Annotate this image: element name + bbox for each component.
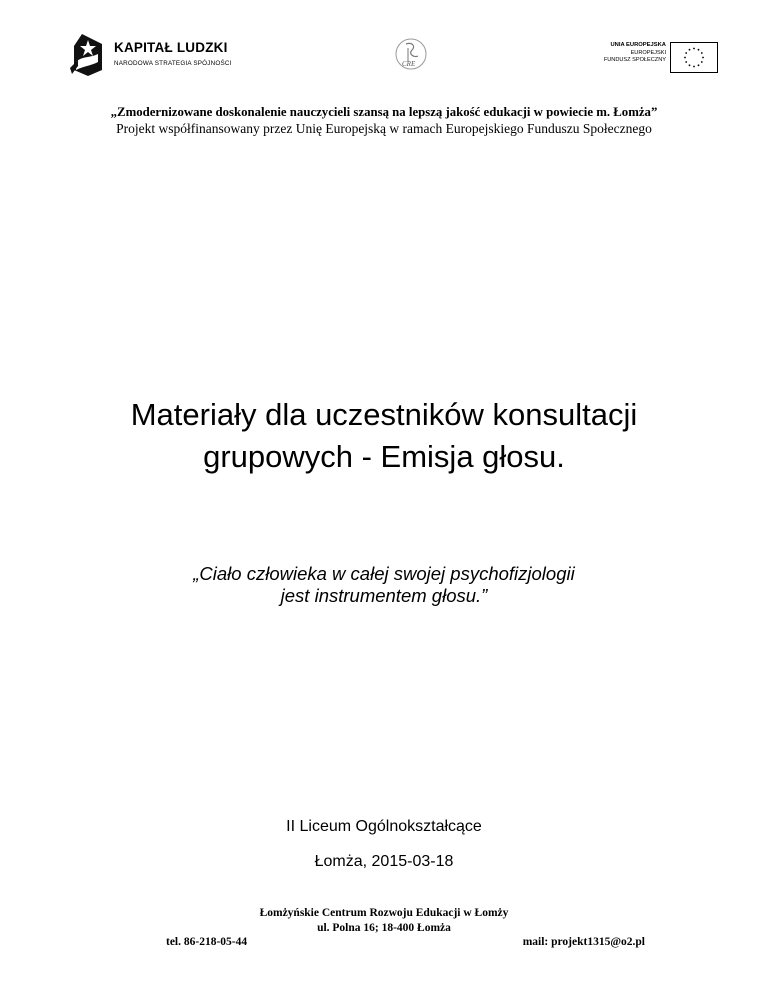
kapital-ludzki-subtitle: NARODOWA STRATEGIA SPÓJNOŚCI — [114, 60, 232, 67]
document-title-line1: Materiały dla uczestników konsultacji — [130, 397, 638, 432]
kapital-ludzki-title: KAPITAŁ LUDZKI — [114, 40, 228, 55]
footer-address: ul. Polna 16; 18-400 Łomża — [317, 922, 451, 934]
eu-logo-line1: UNIA EUROPEJSKA — [610, 42, 666, 48]
eu-logo-text — [604, 42, 666, 65]
eu-logo-line3: FUNDUSZ SPOŁECZNY — [603, 57, 666, 64]
document-title-line2: grupowych - Emisja głosu. — [203, 439, 565, 474]
kapital-ludzki-emblem-icon — [68, 32, 108, 78]
eu-logo — [594, 42, 718, 74]
eu-logo-line2: EUROPEJSKI — [630, 49, 666, 56]
footer-phone: tel. 86-218-05-44 — [166, 936, 248, 948]
cre-logo-text: CRE — [402, 60, 416, 68]
quote-line1: „Ciało człowieka w całej swojej psychofizjologii — [193, 563, 575, 584]
eu-flag-icon — [670, 42, 718, 73]
project-title: „Zmodernizowane doskonalenie nauczycieli szansą na lepszą jakość edukacji w powiecie m. Łomża” — [110, 105, 658, 119]
quote — [0, 563, 768, 607]
quote-line2: jest instrumentem głosu.” — [280, 585, 488, 606]
footer-email: mail: projekt1315@o2.pl — [522, 936, 645, 948]
footer-organization: Łomżyńskie Centrum Rozwoju Edukacji w Łomży — [259, 907, 509, 919]
kapital-ludzki-logo — [68, 32, 248, 82]
document-title — [0, 394, 768, 478]
project-subtitle: Projekt współfinansowany przez Unię Europejską w ramach Europejskiego Funduszu Społecznego — [116, 121, 652, 136]
cre-logo — [390, 36, 434, 76]
school-name: II Liceum Ogólnokształcące — [286, 818, 482, 835]
place-date: Łomża, 2015-03-18 — [314, 853, 454, 870]
cre-emblem-icon — [390, 36, 434, 76]
